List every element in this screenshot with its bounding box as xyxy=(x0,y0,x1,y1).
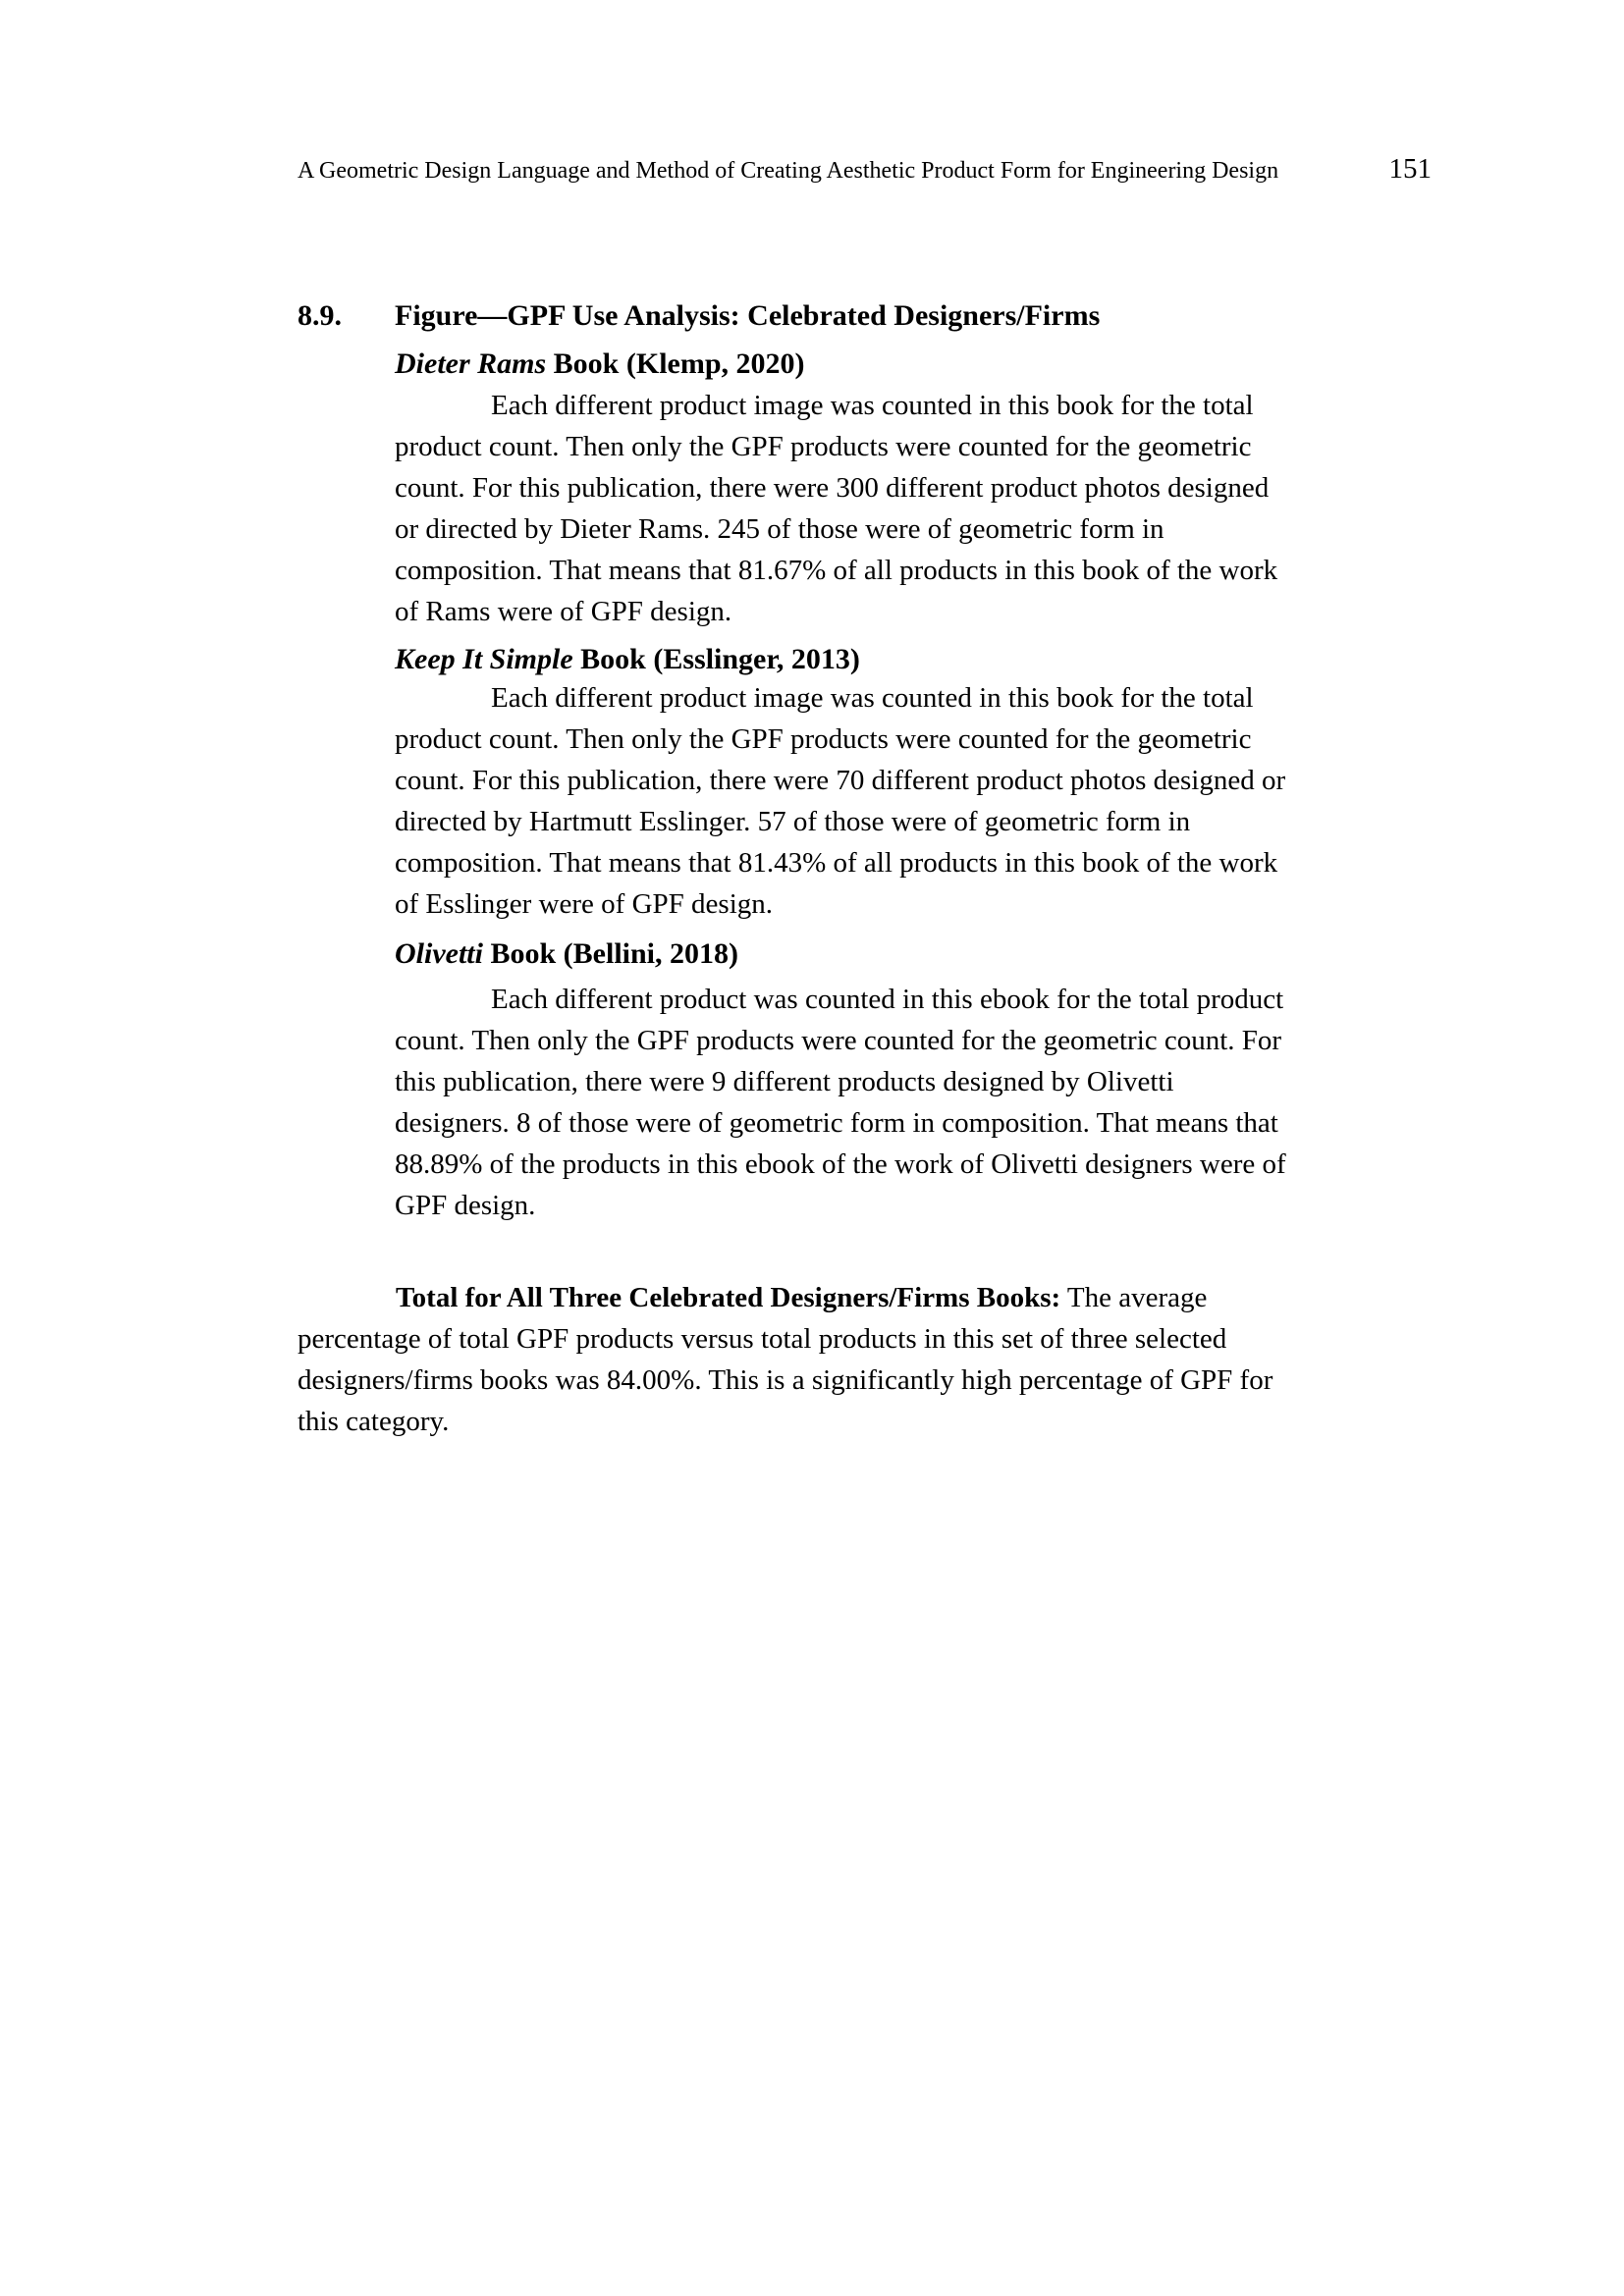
subheading-suffix: Book (Klemp, 2020) xyxy=(546,347,805,380)
paragraph-line: composition. That means that 81.67% of all products in this book of the work xyxy=(395,555,1278,586)
paragraph-line: product count. Then only the GPF products were counted for the geometric xyxy=(395,723,1252,755)
section-number: 8.9. xyxy=(298,299,342,332)
paragraph-dieter-rams xyxy=(395,385,1435,632)
paragraph-line: GPF design. xyxy=(395,1190,536,1221)
paragraph-line: composition. That means that 81.43% of all products in this book of the work xyxy=(395,847,1278,879)
subheading-suffix: Book (Esslinger, 2013) xyxy=(572,643,860,675)
paragraph-line: this publication, there were 9 different products designed by Olivetti xyxy=(395,1066,1174,1097)
paragraph-line: of Rams were of GPF design. xyxy=(395,596,732,627)
section-heading xyxy=(298,295,1100,337)
paragraph-olivetti xyxy=(395,979,1435,1226)
summary-line: designers/firms books was 84.00%. This is a significantly high percentage of GPF for xyxy=(298,1364,1273,1396)
subheading-keep-it-simple-book xyxy=(395,639,860,680)
running-header-title: A Geometric Design Language and Method of Creating Aesthetic Product Form for Engineering Design xyxy=(298,158,1279,184)
summary-line: this category. xyxy=(298,1406,450,1437)
paragraph-line: or directed by Dieter Rams. 245 of those were of geometric form in xyxy=(395,513,1164,545)
summary-lead-rest: The average xyxy=(1060,1282,1208,1313)
paragraph-line: count. Then only the GPF products were counted for the geometric count. For xyxy=(395,1025,1282,1056)
subheading-italic-title: Olivetti xyxy=(395,937,483,970)
paragraph-line: count. For this publication, there were 300 different product photos designed xyxy=(395,472,1270,504)
summary-line: percentage of total GPF products versus total products in this set of three selected xyxy=(298,1323,1227,1355)
paragraph-keep-it-simple xyxy=(395,677,1435,925)
subheading-dieter-rams-book xyxy=(395,344,805,385)
subheading-italic-title: Dieter Rams xyxy=(395,347,547,380)
running-header xyxy=(298,153,1432,187)
page-number: 151 xyxy=(1388,153,1432,185)
subheading-suffix: Book (Bellini, 2018) xyxy=(482,937,739,970)
paragraph-line: 88.89% of the products in this ebook of the work of Olivetti designers were of xyxy=(395,1148,1286,1180)
subheading-olivetti-book xyxy=(395,934,738,975)
summary-lead-bold: Total for All Three Celebrated Designers/Firms Books: xyxy=(396,1282,1061,1313)
paragraph-line: Each different product image was counted in this book for the total xyxy=(491,682,1254,714)
subheading-italic-title: Keep It Simple xyxy=(395,643,573,675)
paragraph-line: of Esslinger were of GPF design. xyxy=(395,888,774,920)
paragraph-line: product count. Then only the GPF products were counted for the geometric xyxy=(395,431,1252,462)
summary-lead-line xyxy=(298,1277,1436,1318)
paragraph-line: Each different product was counted in this ebook for the total product xyxy=(491,984,1284,1015)
paragraph-line: Each different product image was counted in this book for the total xyxy=(491,390,1254,421)
paragraph-line: designers. 8 of those were of geometric form in composition. That means that xyxy=(395,1107,1278,1139)
paragraph-line: count. For this publication, there were 70 different product photos designed or xyxy=(395,765,1286,796)
paragraph-line: directed by Hartmutt Esslinger. 57 of those were of geometric form in xyxy=(395,806,1191,837)
section-title: Figure—GPF Use Analysis: Celebrated Designers/Firms xyxy=(395,299,1101,332)
summary-paragraph xyxy=(298,1277,1436,1442)
